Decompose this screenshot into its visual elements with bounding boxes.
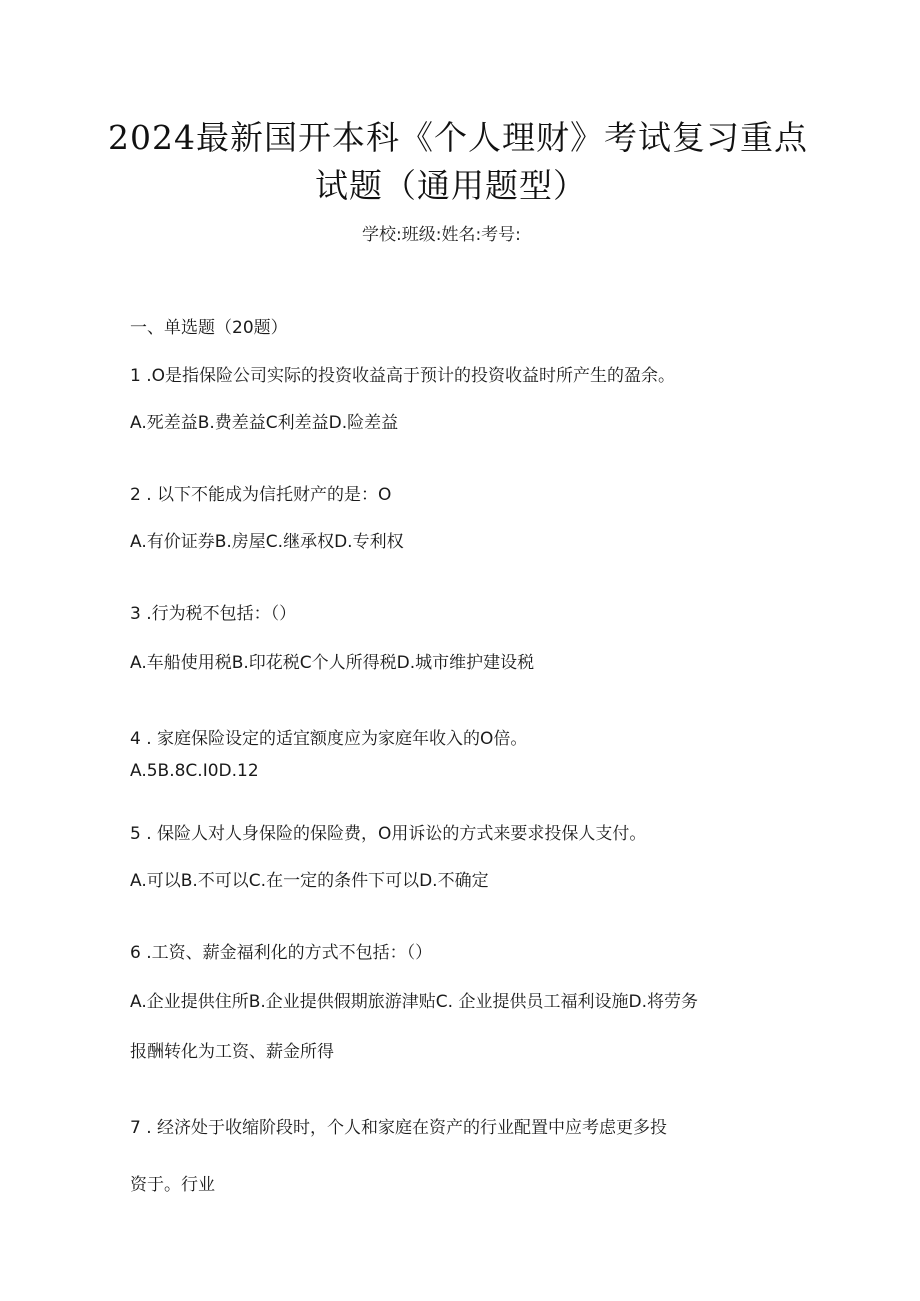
question-5-stem: 5 . 保险人对人身保险的保险费，O用诉讼的方式来要求投保人支付。 (130, 824, 647, 844)
question-5-options: A.可以B.不可以C.在一定的条件下可以D.不确定 (130, 871, 489, 891)
question-3-options: A.车船使用税B.印花税C个人所得税D.城市维护建设税 (130, 653, 535, 673)
document-title-line1: 2024最新国开本科《个人理财》考试复习重点 (108, 118, 808, 157)
section-heading: 一、单选题（20题） (130, 318, 288, 338)
question-1-options: A.死差益B.费差益C利差益D.险差益 (130, 413, 399, 433)
question-2-stem: 2 . 以下不能成为信托财产的是：O (130, 485, 392, 505)
question-2-options: A.有价证券B.房屋C.继承权D.专利权 (130, 532, 404, 552)
document-title-line2: 试题（通用题型） (315, 166, 587, 205)
question-3-stem: 3 .行为税不包括：（） (130, 604, 297, 624)
question-7-stem-line2: 资于。行业 (130, 1175, 215, 1195)
question-6-options-line1: A.企业提供住所B.企业提供假期旅游津贴C. 企业提供员工福利设施D.将劳务 (130, 992, 698, 1012)
question-7-stem-line1: 7 . 经济处于收缩阶段时，个人和家庭在资产的行业配置中应考虑更多投 (130, 1118, 668, 1138)
question-4-options: A.5B.8C.I0D.12 (130, 761, 259, 781)
question-6-stem: 6 .工资、薪金福利化的方式不包括：（） (130, 943, 433, 963)
question-1-stem: 1 .O是指保险公司实际的投资收益高于预计的投资收益时所产生的盈余。 (130, 366, 676, 386)
question-4-stem: 4 . 家庭保险设定的适宜额度应为家庭年收入的O倍。 (130, 729, 528, 749)
question-6-options-line2: 报酬转化为工资、薪金所得 (130, 1042, 334, 1062)
student-info-line: 学校:班级:姓名:考号: (362, 225, 521, 245)
